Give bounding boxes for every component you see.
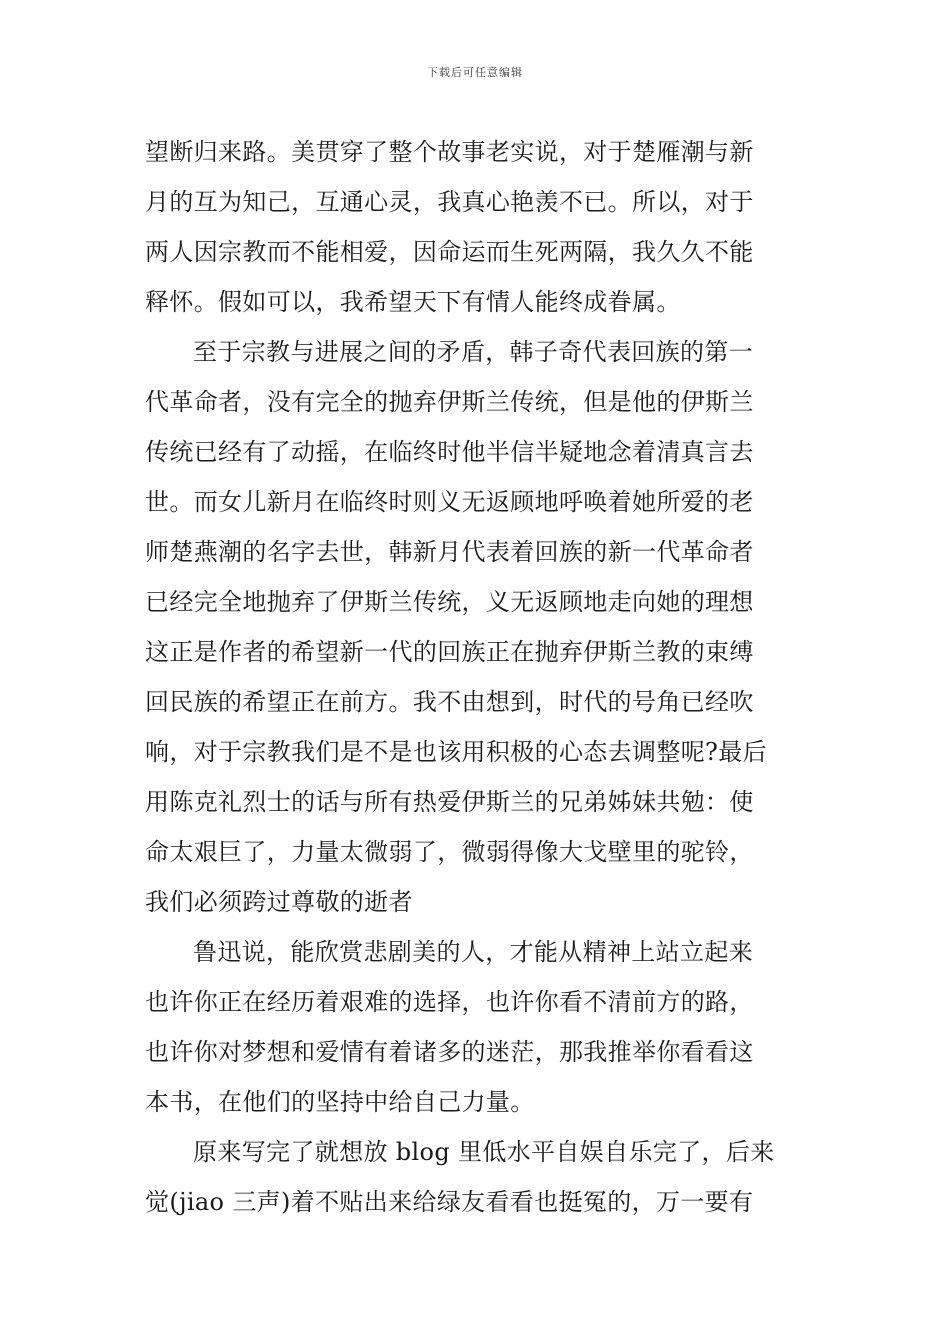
text-line: 鲁迅说，能欣赏悲剧美的人，才能从精神上站立起来 [193, 938, 754, 966]
text-line: 传统已经有了动摇，在临终时他半信半疑地念着清真言去 [145, 438, 754, 466]
text-line: 代革命者，没有完全的抛弃伊斯兰传统，但是他的伊斯兰 [145, 388, 754, 416]
text-line: 响，对于宗教我们是不是也该用积极的心态去调整呢?最后 [145, 738, 767, 766]
text-line: 命太艰巨了，力量太微弱了，微弱得像大戈壁里的驼铃， [145, 838, 754, 866]
text-line: 师楚燕潮的名字去世，韩新月代表着回族的新一代革命者 [145, 538, 754, 566]
text-line: 月的互为知己，互通心灵，我真心艳羡不已。所以，对于 [145, 188, 754, 216]
text-line: 两人因宗教而不能相爱，因命运而生死两隔，我久久不能 [145, 238, 754, 266]
text-line: 用陈克礼烈士的话与所有热爱伊斯兰的兄弟姊妹共勉：使 [145, 788, 754, 816]
text-line: 世。而女儿新月在临终时则义无返顾地呼唤着她所爱的老 [145, 488, 754, 516]
paragraph-3 [145, 927, 810, 1127]
text-line: 觉(jiao 三声)着不贴出来给绿友看看也挺冤的，万一要有 [145, 1188, 754, 1216]
text-line: 回民族的希望正在前方。我不由想到，时代的号角已经吹 [145, 688, 754, 716]
page-header: 下载后可任意编辑 [427, 66, 523, 79]
text-line: 这正是作者的希望新一代的回族正在抛弃伊斯兰教的束缚 [145, 638, 754, 666]
text-line: 我们必须跨过尊敬的逝者 [145, 888, 413, 916]
text-line: 也许你对梦想和爱情有着诸多的迷茫，那我推举你看看这 [145, 1038, 754, 1066]
text-line: 本书，在他们的坚持中给自己力量。 [145, 1088, 535, 1116]
text-line: 释怀。假如可以，我希望天下有情人能终成眷属。 [145, 288, 681, 316]
text-line: 望断归来路。美贯穿了整个故事老实说，对于楚雁潮与新 [145, 138, 754, 166]
document-body [145, 127, 810, 1227]
paragraph-2 [145, 327, 810, 927]
paragraph-4 [145, 1127, 810, 1227]
text-line: 原来写完了就想放 blog 里低水平自娱自乐完了，后来 [193, 1138, 775, 1166]
text-line: 至于宗教与进展之间的矛盾，韩子奇代表回族的第一 [193, 338, 754, 366]
text-line: 已经完全地抛弃了伊斯兰传统，义无返顾地走向她的理想 [145, 588, 754, 616]
paragraph-1 [145, 127, 810, 327]
text-line: 也许你正在经历着艰难的选择，也许你看不清前方的路， [145, 988, 754, 1016]
